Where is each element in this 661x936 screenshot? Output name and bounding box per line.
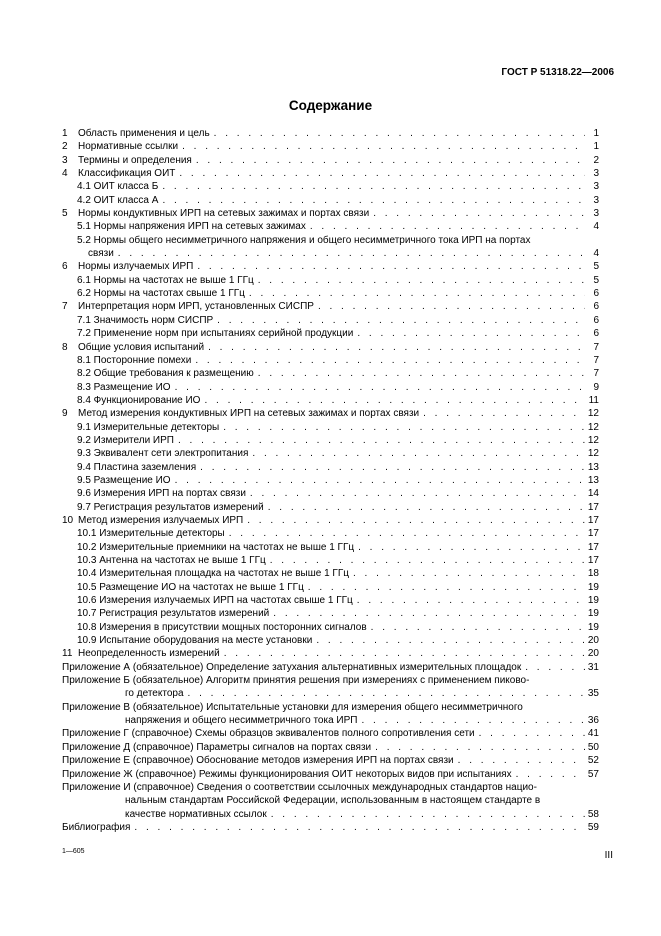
toc-entry [62,314,599,327]
toc-leader-dots [353,327,585,340]
toc-entry [62,421,599,434]
toc-entry [62,581,599,594]
toc-entry [62,661,599,674]
toc-leader-dots [254,367,585,380]
toc-leader-dots [196,461,585,474]
toc-entry [62,407,599,420]
toc-entry-title: 10.6 Измерения излучаемых ИРП на частотах свыше 1 ГГц [77,595,353,607]
toc-page-number: 58 [587,808,599,820]
toc-entry [62,167,599,180]
toc-page-number: 35 [587,688,599,700]
toc-leader-dots [266,554,585,567]
toc-entry-number: 5 [62,208,68,220]
toc-entry-title [62,154,192,167]
toc-entry-title [62,300,314,313]
toc-entry [62,607,599,620]
toc-leader-dots [174,434,585,447]
toc-entry-title: 9.2 Измерители ИРП [77,434,174,446]
toc-entry-title: Приложение Е (справочное) Обоснование методов измерения ИРП на портах связи [62,755,454,767]
toc-leader-dots [210,127,585,140]
toc-leader-dots [419,407,585,420]
toc-entry [62,821,599,834]
toc-entry-continuation [62,808,599,821]
toc-leader-dots [304,581,585,594]
toc-entry-title: 10.7 Регистрация результатов измерений [77,608,270,620]
toc-entry [62,727,599,740]
toc-entry [62,274,599,287]
toc-entry-title: Библиография [62,821,131,833]
toc-leader-dots [521,661,585,674]
toc-entry-title: 9.7 Регистрация результатов измерений [77,501,264,513]
toc-entry-title [62,407,419,420]
toc-page-number: 6 [593,328,599,340]
toc-entry-number: 4 [62,168,68,180]
toc-entry-continuation [62,794,599,807]
toc-entry [62,300,599,313]
toc-entry [62,634,599,647]
toc-entry [62,394,599,407]
toc-entry-text: качестве нормативных ссылок [125,808,267,820]
toc-page-number: 12 [587,434,599,446]
toc-page-number: 2 [593,154,599,166]
toc-entry-title [62,341,204,354]
toc-leader-dots [475,727,585,740]
toc-page-number: 3 [593,181,599,193]
toc-entry-title: 9.3 Эквивалент сети электропитания [77,448,249,460]
toc-entry-number: 10 [62,514,74,526]
toc-entry [62,234,599,247]
toc-entry [62,567,599,580]
toc-entry-number: 8 [62,341,68,353]
toc-page-number: 6 [593,288,599,300]
toc-entry-title: 8.3 Размещение ИО [77,381,171,393]
toc-entry-title [62,167,175,180]
toc-entry-title: 8.4 Функционирование ИО [77,394,201,406]
toc-page-number: 9 [593,381,599,393]
toc-leader-dots [314,300,585,313]
toc-leader-dots [267,808,585,821]
toc-page-number: 7 [593,368,599,380]
toc-page-number: 5 [593,274,599,286]
toc-page-number: 50 [587,741,599,753]
page-title: Содержание [288,98,373,113]
toc-entry-text: Метод измерения излучаемых ИРП [78,514,244,526]
toc-entry-text: Область применения и цель [78,128,210,139]
toc-page-number: 3 [593,208,599,220]
toc-entry-title: 6.2 Нормы на частотах свыше 1 ГГц [77,288,245,300]
toc-entry [62,487,599,500]
toc-entry-title: 7.2 Применение норм при испытаниях серийной продукции [77,328,354,340]
toc-entry-title: 10.5 Размещение ИО на частотах не выше 1 ГГц [77,581,304,593]
toc-entry [62,127,599,140]
toc-page-number: 17 [587,541,599,553]
toc-entry [62,474,599,487]
toc-page-number: 59 [587,821,599,833]
toc-entry-title: 10.2 Измерительные приемники на частотах не выше 1 ГГц [77,541,355,553]
toc-entry-number: 3 [62,154,68,166]
toc-entry [62,754,599,767]
toc-entry-number: 9 [62,408,68,420]
toc-page-number: 7 [593,354,599,366]
toc-leader-dots [191,354,585,367]
toc-entry [62,180,599,193]
toc-entry [62,447,599,460]
toc-leader-dots [193,260,585,273]
toc-entry-title: 4.2 ОИТ класса А [77,194,159,206]
toc-entry-title [62,127,210,140]
toc-entry [62,354,599,367]
toc-leader-dots [349,567,585,580]
toc-page-number: 17 [587,528,599,540]
toc-leader-dots [454,754,585,767]
toc-entry [62,287,599,300]
toc-entry-title: 8.2 Общие требования к размещению [77,368,254,380]
toc-entry-text: Нормы излучаемых ИРП [78,261,194,273]
toc-entry-continuation [62,247,599,260]
toc-page-number: 6 [593,301,599,313]
toc-entry-title: 10.8 Измерения в присутствии мощных посторонних сигналов [77,621,367,633]
toc-entry-title: Приложение Д (справочное) Параметры сигналов на портах связи [62,741,372,753]
toc-page-number: 17 [587,501,599,513]
toc-page-number: 19 [587,608,599,620]
toc-page-number: 4 [593,221,599,233]
toc-leader-dots [246,487,585,500]
toc-entry [62,674,599,687]
toc-entry [62,541,599,554]
toc-entry-title: 4.1 ОИТ класса Б [77,181,159,193]
toc-entry-title: 8.1 Посторонние помехи [77,354,192,366]
toc-entry-title [62,140,178,153]
toc-entry [62,527,599,540]
toc-entry-title: Приложение Б (обязательное) Алгоритм принятия решения при измерениях с применением пиково- [62,675,530,687]
toc-entry-title: 9.4 Пластина заземления [77,461,197,473]
toc-page-number: 31 [587,661,599,673]
toc-entry-title: 6.1 Нормы на частотах не выше 1 ГГц [77,274,254,286]
toc-leader-dots [178,140,585,153]
toc-entry-title: Приложение В (обязательное) Испытательные установки для измерения общего несимметричного [62,701,523,713]
toc-entry-title [62,647,220,660]
toc-leader-dots [312,634,585,647]
toc-entry [62,434,599,447]
toc-page-number: 5 [593,261,599,273]
toc-leader-dots [306,220,585,233]
toc-leader-dots [200,394,585,407]
toc-entry-title: 5.1 Нормы напряжения ИРП на сетевых зажимах [77,221,306,233]
toc-leader-dots [369,207,585,220]
toc-leader-dots [220,647,585,660]
toc-leader-dots [367,621,585,634]
footer-code: 1—605 [62,848,85,855]
toc-entry-text: связи [88,248,114,260]
toc-entry-title: 10.9 Испытание оборудования на месте установки [77,635,313,647]
toc-page-number: 20 [587,635,599,647]
toc-leader-dots [213,314,585,327]
toc-entry [62,701,599,714]
toc-entry [62,327,599,340]
toc-leader-dots [130,821,585,834]
toc-entry-title: 9.6 Измерения ИРП на портах связи [77,488,246,500]
toc-leader-dots [371,741,585,754]
table-of-contents [62,127,599,834]
toc-leader-dots [248,447,585,460]
toc-entry [62,554,599,567]
toc-leader-dots [353,594,585,607]
toc-page-number: 13 [587,474,599,486]
toc-leader-dots [354,541,585,554]
toc-entry-title: 10.3 Антенна на частотах не выше 1 ГГц [77,555,266,566]
toc-entry-number: 1 [62,128,68,139]
toc-entry [62,154,599,167]
toc-leader-dots [184,687,585,700]
toc-leader-dots [245,287,585,300]
toc-entry-text: нальным стандартам Российской Федерации, использованным в настоящем стандарте в [125,795,541,807]
standard-header: ГОСТ Р 51318.22—2006 [501,67,614,78]
toc-page-number: 12 [587,408,599,420]
toc-entry-text: Метод измерения кондуктивных ИРП на сетевых зажимах и портах связи [78,408,420,420]
toc-page-number: 7 [593,341,599,353]
toc-page-number: 1 [593,141,599,153]
toc-entry [62,220,599,233]
toc-page-number: 17 [587,514,599,526]
toc-entry [62,781,599,794]
toc-entry-text: Неопределенность измерений [78,648,220,660]
toc-entry [62,768,599,781]
toc-entry-text: го детектора [125,688,184,700]
toc-leader-dots [254,274,585,287]
toc-entry [62,140,599,153]
toc-leader-dots [204,341,585,354]
toc-page-number: 36 [587,715,599,727]
toc-entry-title: 10.4 Измерительная площадка на частотах не выше 1 ГГц [77,568,349,580]
toc-entry [62,741,599,754]
toc-leader-dots [158,180,585,193]
toc-page-number: 12 [587,421,599,433]
toc-leader-dots [264,501,585,514]
toc-entry [62,514,599,527]
toc-page-number: 20 [587,648,599,660]
toc-page-number: 17 [587,555,599,566]
toc-entry-title [62,514,243,527]
toc-entry [62,461,599,474]
toc-page-number: 14 [587,488,599,500]
page-number: III [604,850,613,861]
toc-leader-dots [171,381,585,394]
toc-entry [62,367,599,380]
toc-entry-title [62,207,369,220]
toc-page-number: 19 [587,581,599,593]
toc-entry [62,621,599,634]
toc-leader-dots [512,768,585,781]
toc-entry-title: Приложение И (справочное) Сведения о соответствии ссылочных международных стандартов нацио- [62,781,537,793]
toc-leader-dots [158,194,585,207]
toc-entry [62,194,599,207]
toc-leader-dots [192,154,585,167]
toc-entry-title: Приложение Ж (справочное) Режимы функционирования ОИТ некоторых видов при испытаниях [62,768,512,780]
toc-entry-text: Интерпретация норм ИРП, установленных СИСПР [78,301,314,313]
toc-entry-number: 6 [62,261,68,273]
toc-entry-text: напряжения и общего несимметричного тока ИРП [125,715,358,727]
toc-entry-title: 10.1 Измерительные детекторы [77,528,225,540]
toc-entry-number: 11 [62,648,73,660]
toc-leader-dots [357,714,585,727]
toc-entry [62,341,599,354]
toc-page-number: 12 [587,448,599,460]
toc-entry-text: Общие условия испытаний [78,341,205,353]
toc-page-number: 57 [587,768,599,780]
toc-entry-continuation [62,687,599,700]
toc-entry-title: 9.1 Измерительные детекторы [77,421,220,433]
toc-page-number: 4 [593,248,599,260]
toc-entry [62,260,599,273]
toc-entry [62,501,599,514]
toc-page-number: 3 [593,194,599,206]
toc-leader-dots [225,527,585,540]
toc-entry-text: Нормативные ссылки [78,141,179,153]
toc-page-number: 13 [587,461,599,473]
toc-page-number: 18 [587,568,599,580]
toc-page-number: 19 [587,621,599,633]
toc-entry-title: 9.5 Размещение ИО [77,474,171,486]
toc-page-number: 11 [588,394,599,406]
toc-leader-dots [171,474,585,487]
toc-entry-text: Термины и определения [78,154,192,166]
toc-page-number: 19 [587,595,599,607]
toc-leader-dots [243,514,585,527]
toc-page-number: 41 [587,728,599,740]
toc-leader-dots [219,421,585,434]
toc-entry-title: Приложение А (обязательное) Определение затухания альтернативных измерительных площадок [62,661,522,673]
toc-entry-text: Классификация ОИТ [78,168,176,180]
toc-page-number: 3 [593,168,599,180]
toc-entry-number: 2 [62,141,68,153]
toc-page-number: 1 [593,128,599,139]
toc-entry [62,594,599,607]
toc-entry-number: 7 [62,301,68,313]
toc-entry [62,381,599,394]
toc-entry [62,207,599,220]
toc-page-number: 52 [587,755,599,767]
toc-leader-dots [175,167,585,180]
toc-entry-title: Приложение Г (справочное) Схемы образцов эквивалентов полного сопротивления сети [62,728,475,740]
toc-entry-title: 5.2 Нормы общего несимметричного напряжения и общего несимметричного тока ИРП на портах [77,234,531,246]
toc-entry-title [62,260,193,273]
toc-page-number: 6 [593,314,599,326]
toc-entry-continuation [62,714,599,727]
toc-entry-title: 7.1 Значимость норм СИСПР [77,314,214,326]
toc-entry-text: Нормы кондуктивных ИРП на сетевых зажимах и портах связи [78,208,370,220]
toc-leader-dots [269,607,585,620]
toc-entry [62,647,599,660]
toc-leader-dots [114,247,585,260]
